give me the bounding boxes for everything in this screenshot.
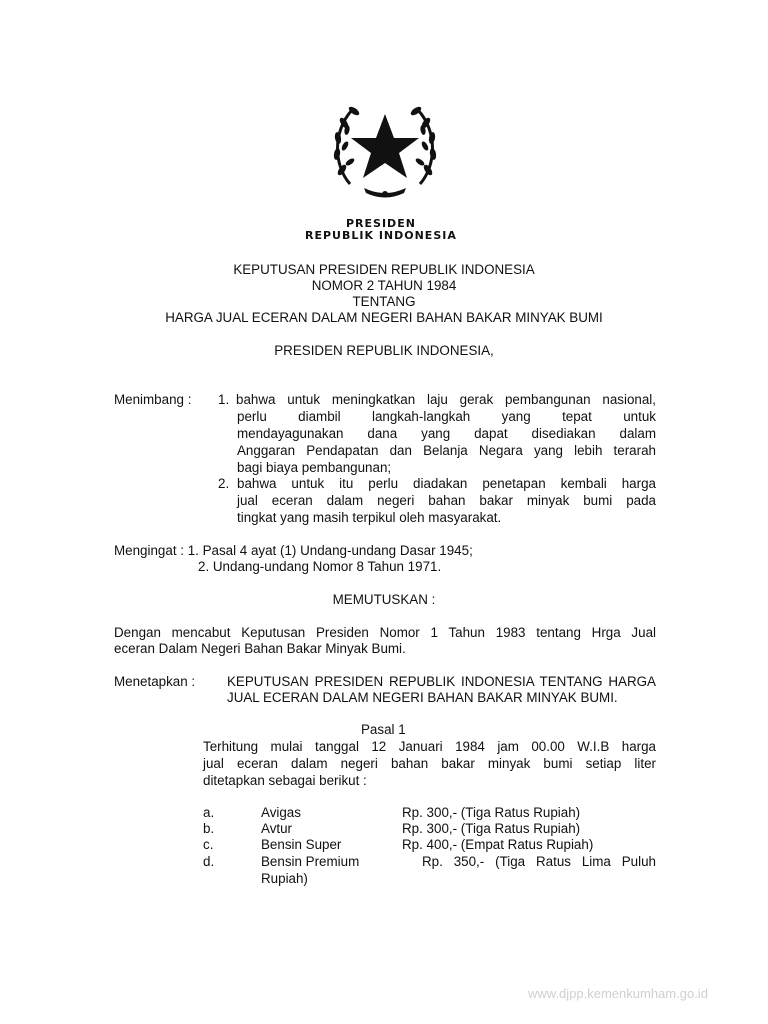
decree-number: NOMOR 2 TAHUN 1984 (311, 278, 457, 293)
menimbang-label: Menimbang : (114, 392, 192, 407)
fuel-price: Rp. 300,- (Tiga Ratus Rupiah) (402, 821, 581, 836)
dengan-line2: eceran Dalam Negeri Bahan Bakar Minyak Bumi. (114, 641, 406, 656)
price-letter: a. (203, 805, 215, 820)
menetapkan-label: Menetapkan : (114, 674, 196, 689)
fuel-price-continued: Rupiah) (261, 871, 308, 886)
price-letter: c. (203, 837, 214, 852)
menimbang-item1-line1: bahwa untuk meningkatkan laju gerak pembangunan nasional, (236, 392, 656, 407)
menimbang-item2-line2: jual eceran dalam negeri bahan bakar minyak bumi pada (237, 493, 656, 508)
source-watermark: www.djpp.kemenkumham.go.id (528, 986, 708, 1001)
pasal-1-title: Pasal 1 (361, 722, 406, 737)
fuel-name: Bensin Premium (261, 854, 360, 869)
fuel-price: Rp. 400,- (Empat Ratus Rupiah) (402, 837, 594, 852)
fuel-name: Bensin Super (261, 837, 342, 852)
pasal-1-line3: ditetapkan sebagai berikut : (203, 773, 367, 788)
mengingat-line2: 2. Undang-undang Nomor 8 Tahun 1971. (198, 559, 442, 574)
pasal-1-line2: jual eceran dalam negeri bahan bakar minyak bumi setiap liter (203, 756, 656, 771)
authority-line: PRESIDEN REPUBLIK INDONESIA, (274, 343, 494, 358)
fuel-price: Rp. 350,- (Tiga Ratus Lima Puluh (422, 854, 656, 869)
menetapkan-line1: KEPUTUSAN PRESIDEN REPUBLIK INDONESIA TENTANG HARGA (227, 674, 656, 689)
menetapkan-line2: JUAL ECERAN DALAM NEGERI BAHAN BAKAR MINYAK BUMI. (227, 690, 618, 705)
decree-subject: HARGA JUAL ECERAN DALAM NEGERI BAHAN BAKAR MINYAK BUMI (165, 310, 603, 325)
menimbang-item2-number: 2. (218, 476, 230, 491)
garuda-star-emblem (330, 92, 440, 210)
menimbang-item1-line2: perlu diambil langkah-langkah yang tepat untuk (237, 409, 656, 424)
fuel-price: Rp. 300,- (Tiga Ratus Rupiah) (402, 805, 581, 820)
letterhead-presiden: PRESIDEN (346, 217, 416, 230)
menimbang-item2-line1: bahwa untuk itu perlu diadakan penetapan kembali harga (237, 476, 656, 491)
memutuskan-heading: MEMUTUSKAN : (332, 592, 436, 607)
menimbang-item2-line3: tingkat yang masih terpikul oleh masyarakat. (237, 510, 502, 525)
dengan-line1: Dengan mencabut Keputusan Presiden Nomor 1 Tahun 1983 tentang Hrga Jual (114, 625, 656, 640)
price-letter: b. (203, 821, 215, 836)
decree-title: KEPUTUSAN PRESIDEN REPUBLIK INDONESIA (233, 262, 535, 277)
menimbang-item1-line4: Anggaran Pendapatan dan Belanja Negara yang lebih terarah (237, 443, 656, 458)
price-letter: d. (203, 854, 215, 869)
letterhead-republik-indonesia: REPUBLIK INDONESIA (305, 229, 457, 242)
decree-tentang: TENTANG (352, 294, 416, 309)
menimbang-item1-line5: bagi biaya pembangunan; (237, 460, 392, 475)
menimbang-item1-number: 1. (218, 392, 230, 407)
fuel-name: Avtur (261, 821, 293, 836)
pasal-1-line1: Terhitung mulai tanggal 12 Januari 1984 jam 00.00 W.I.B harga (203, 739, 656, 754)
menimbang-item1-line3: mendayagunakan dana yang dapat disediakan dalam (237, 426, 656, 441)
mengingat-line1: Mengingat : 1. Pasal 4 ayat (1) Undang-undang Dasar 1945; (114, 543, 473, 558)
fuel-name: Avigas (261, 805, 301, 820)
